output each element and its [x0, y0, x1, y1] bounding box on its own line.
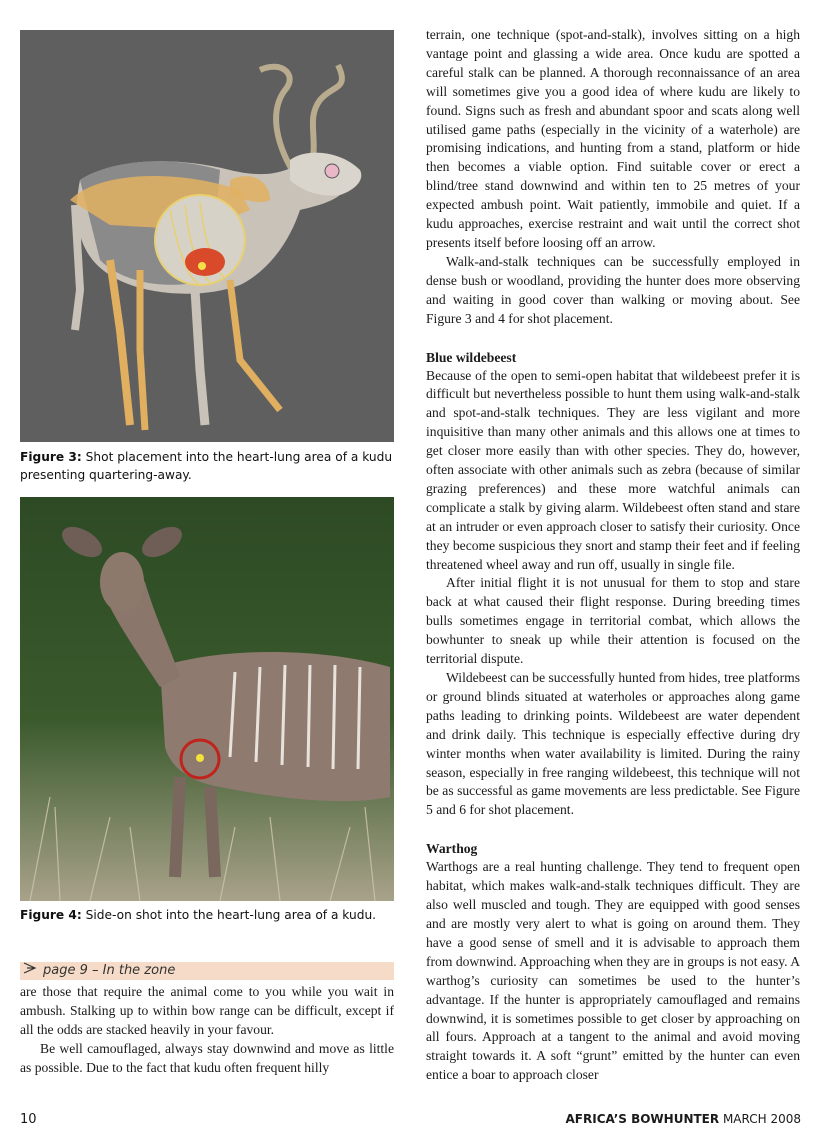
- left-paragraph: Be well camouflaged, always stay downwind and move as little as possible. Due to the fact that kudu often frequent hilly: [20, 1040, 394, 1075]
- wildebeest-paragraph: Because of the open to semi-open habitat that wildebeest prefer it is difficult but nevertheless possible to hunt them using walk-and-stalk and spot-and-stalk techniques. They are less vigilant and more inquisitive than many other animals and this allows one at times to get closer more easily than with other species. They do, however, often associate with other animals such as zebra (because of similar grazing preferences) and these more watchful animals can complicate a stalk by giving alarm. Wildebeest often stand and stare at an intruder or even approach closer to satisfy their curiosity. Once they become suspicious they snort and stamp their feet and if feeling threatened wheel away and run off, usually in single file.: [426, 367, 800, 572]
- figure-4-text: Side-on shot into the heart-lung area of a kudu.: [81, 908, 377, 922]
- figure-3-caption: [20, 448, 394, 484]
- wildebeest-paragraph: Wildebeest can be successfully hunted from hides, tree platforms or ground blinds situated at waterholes or approaches along game paths leading to drinking points. Wildebeest are water dependent and drink daily. This technique is especially effective during dry winter months when water availability is limited. During the rainy season, especially in free ranging wildebeest, this technique will not be as successful as game movements are less predictable. See Figure 5 and 6 for shot placement.: [426, 670, 800, 818]
- continuation-link[interactable]: [20, 962, 394, 980]
- figure-3-label: Figure 3:: [20, 450, 82, 464]
- warthog-heading: Warthog: [426, 841, 478, 857]
- magazine-title: AFRICA’S BOWHUNTER: [565, 1112, 720, 1126]
- kudu-paragraph: terrain, one technique (spot-and-stalk), involves sitting on a high vantage point and glassing a wide area. Once kudu are spotted a careful stalk can be planned. A thorough reconnaissance of an area will sometimes give you a good idea of where kudu are likely to found. Signs such as fresh and abundant spoor and scats along well utilised game paths (especially in the vicinity of a waterhole) are promising indications, and hunting from a stand, platform or hide then becomes a viable option. Find suitable cover or erect a blind/tree stand downwind and within ten to 25 metres of your expected ambush point. Wait patiently, immobile and quiet. If a kudu approaches, exercise restraint and wait until the correct shot presents itself before loosing off an arrow.: [426, 27, 800, 250]
- wildebeest-paragraph: After initial flight it is not unusual for them to stop and stare back at what caused their flight response. During breeding times bulls sometimes engage in territorial combat, which allows the bowhunter to sneak up while their attention is focused on the territorial dispute.: [426, 575, 800, 667]
- figure-3-image: [20, 30, 394, 442]
- figure-4-label: Figure 4:: [20, 908, 82, 922]
- arrow-pointer-icon: [20, 962, 43, 980]
- left-paragraph: are those that require the animal come to you while you wait in ambush. Stalking up to within bow range can be difficult, except if all the odds are stacked heavily in your favour.: [20, 984, 394, 1037]
- magazine-footer: [566, 1112, 801, 1126]
- warthog-paragraph: Warthogs are a real hunting challenge. They tend to frequent open habitat, which makes walk-and-stalk techniques difficult. They are also well muscled and tough. They are equipped with good senses and are mostly very alert to what is going on around them. They have a good sense of smell and it is advisable to approach them from downwind. Approaching when they are in groups is not easy. A warthog’s curiosity can sometimes be used to the hunter’s advantage. If the hunter is appropriately camouflaged and remains downwind, it is sometimes possible to get closer by approaching on all fours. Approach at a tangent to the animal and avoid moving straight towards it. A soft “grunt” emitted by the hunter can even entice a boar to approach closer: [426, 859, 801, 1083]
- kudu-paragraph: Walk-and-stalk techniques can be successfully employed in dense bush or woodland, providing the hunter does more observing and waiting in good cover than walking or moving about. See Figure 3 and 4 for shot placement.: [426, 253, 800, 326]
- figure-3-text: Shot placement into the heart-lung area of a kudu presenting quartering-away.: [20, 450, 393, 482]
- issue-date: MARCH 2008: [719, 1112, 801, 1126]
- left-column-text: [20, 983, 394, 1078]
- figure-4-caption: [20, 906, 394, 924]
- figure-4-image: [20, 497, 394, 901]
- wildebeest-heading: Blue wildebeest: [426, 349, 517, 365]
- right-column-text: [426, 26, 800, 1085]
- page-number: 10: [20, 1112, 37, 1127]
- continuation-label: page 9 – In the zone: [43, 963, 176, 978]
